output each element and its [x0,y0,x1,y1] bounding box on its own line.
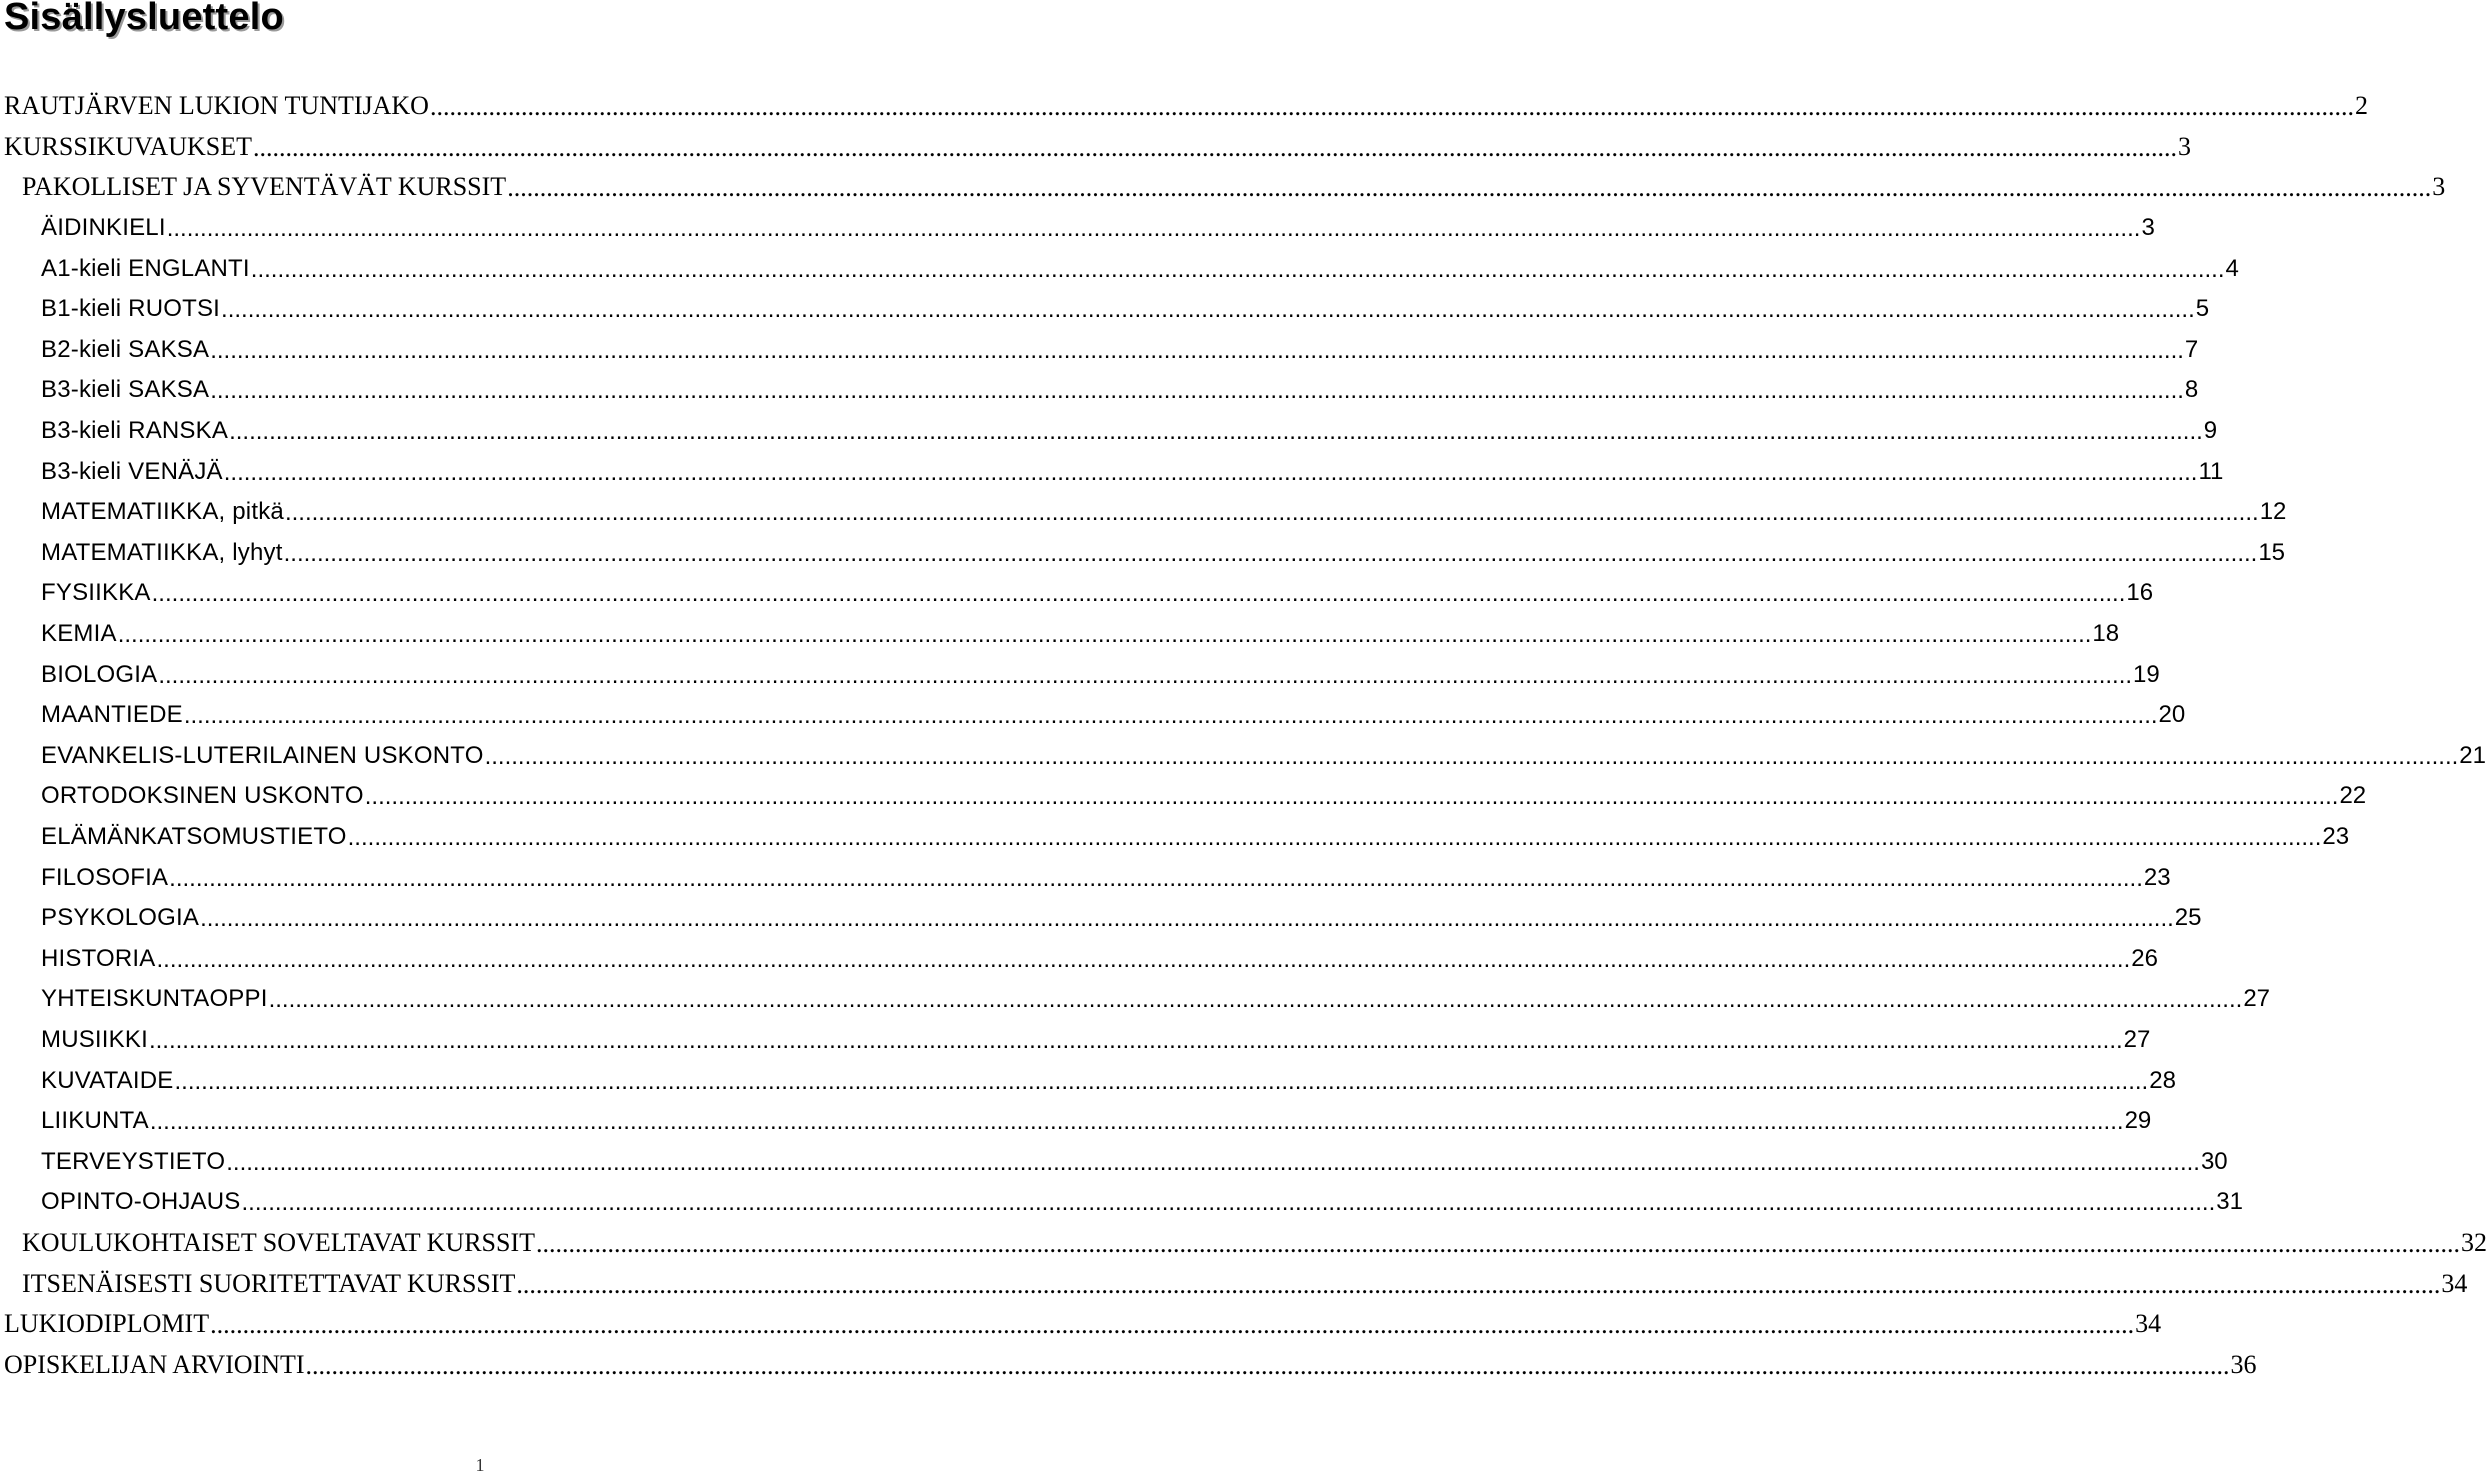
toc-entry-label: PSYKOLOGIA [41,904,200,932]
toc-entry-label: PAKOLLISET JA SYVENTÄVÄT KURSSIT [22,172,507,202]
dot-leader [118,621,2092,649]
toc-entry-page-number: 34 [2441,1268,2468,1298]
dot-leader [150,1108,2124,1136]
toc-entry[interactable] [0,1304,2162,1345]
toc-entry-page-number: 27 [2243,985,2271,1013]
toc-entry-page-number: 32 [2461,1227,2487,1257]
toc-entry[interactable] [0,411,2218,452]
toc-entry[interactable] [0,979,2271,1020]
toc-entry-page-number: 15 [2258,538,2286,566]
toc-entry-label: KURSSIKUVAUKSET [4,131,253,161]
toc-entry[interactable] [0,533,2286,574]
toc-entry-label: ÄIDINKIELI [41,214,166,242]
toc-entry-page-number: 31 [2216,1188,2243,1216]
page-number: 1 [475,1455,485,1475]
toc-entry-label: MAANTIEDE [41,701,183,729]
toc-entry-page-number: 3 [2141,214,2155,242]
toc-entry-page-number: 3 [2178,131,2192,161]
dot-leader [285,499,2259,527]
dot-leader [210,377,2184,405]
toc-entry-label: A1-kieli ENGLANTI [41,254,250,282]
toc-entry[interactable] [0,695,2186,736]
dot-leader [536,1229,2460,1259]
toc-entry[interactable] [0,1263,2468,1304]
toc-entry[interactable] [0,86,2368,127]
toc-entry-label: ELÄMÄNKATSOMUSTIETO [41,822,347,850]
toc-entry-page-number: 29 [2124,1107,2152,1135]
toc-entry-page-number: 28 [2149,1066,2176,1094]
toc-entry-page-number: 22 [2339,782,2367,810]
toc-entry-label: TERVEYSTIETO [41,1147,226,1175]
toc-entry-label: YHTEISKUNTAOPPI [41,985,268,1013]
toc-entry[interactable] [0,492,2287,533]
toc-entry-label: RAUTJÄRVEN LUKION TUNTIJAKO [4,91,429,121]
toc-entry-label: KUVATAIDE [41,1066,174,1094]
dot-leader [269,986,2243,1014]
toc-entry-label: FILOSOFIA [41,863,169,891]
toc-entry[interactable] [0,1344,2257,1385]
toc-entry-page-number: 7 [2184,335,2199,363]
toc-entry-page-number: 16 [2126,579,2154,607]
dot-leader [284,540,2258,568]
dot-leader [242,1189,2216,1217]
toc-entry-label: ITSENÄISESTI SUORITETTAVAT KURSSIT [22,1268,516,1298]
toc-entry-page-number: 12 [2259,498,2287,526]
toc-entry[interactable] [0,248,2239,289]
toc-entry-page-number: 11 [2198,457,2224,485]
toc-entry-label: FYSIIKKA [41,579,151,607]
toc-entry[interactable] [0,208,2155,249]
toc-entry[interactable] [0,938,2158,979]
toc-entry[interactable] [0,370,2199,411]
dot-leader [251,256,2225,284]
toc-entry-page-number: 26 [2131,944,2158,972]
dot-leader [158,662,2132,690]
toc-entry-label: B1-kieli RUOTSI [41,295,221,323]
toc-entry-label: B3-kieli VENÄJÄ [41,457,223,485]
toc-entry[interactable] [0,857,2171,898]
dot-leader [485,743,2459,771]
dot-leader [167,215,2141,243]
toc-entry-label: KOULUKOHTAISET SOVELTAVAT KURSSIT [22,1227,536,1257]
toc-entry-label: OPINTO-OHJAUS [41,1188,241,1216]
toc-entry[interactable] [0,776,2367,817]
toc-entry-label: MUSIIKKI [41,1025,148,1053]
toc-entry-label: LIIKUNTA [41,1107,149,1135]
toc-entry[interactable] [0,451,2224,492]
dot-leader [157,946,2131,974]
dot-leader [430,92,2354,122]
toc-entry[interactable] [0,1182,2243,1223]
toc-entry[interactable] [0,1060,2176,1101]
toc-entry[interactable] [0,1141,2228,1182]
toc-entry-label: HISTORIA [41,944,156,972]
toc-entry-label: LUKIODIPLOMIT [4,1309,210,1339]
toc-entry[interactable] [0,1223,2487,1264]
toc-entry[interactable] [0,1101,2152,1142]
toc-entry[interactable] [0,573,2154,614]
toc-entry-label: B2-kieli SAKSA [41,335,210,363]
dot-leader [210,337,2184,365]
dot-leader [224,459,2198,487]
toc-entry-label: B3-kieli RANSKA [41,417,229,445]
toc-entry-label: ORTODOKSINEN USKONTO [41,782,364,810]
toc-entry[interactable] [0,167,2446,208]
toc-entry-page-number: 4 [2225,254,2239,282]
dot-leader [169,865,2143,893]
dot-leader [365,783,2339,811]
dot-leader [175,1068,2149,1096]
toc-entry-page-number: 9 [2203,417,2218,445]
toc-entry-page-number: 30 [2200,1147,2228,1175]
toc-entry[interactable] [0,736,2486,777]
dot-leader [210,1310,2134,1340]
dot-leader [507,173,2431,203]
toc-entry-label: B3-kieli SAKSA [41,376,210,404]
dot-leader [184,702,2158,730]
toc-entry[interactable] [0,898,2202,939]
toc-entry-label: BIOLOGIA [41,660,158,688]
toc-entry[interactable] [0,654,2160,695]
toc-entry-page-number: 25 [2174,904,2202,932]
toc-entry-label: EVANKELIS-LUTERILAINEN USKONTO [41,741,484,769]
dot-leader [152,580,2126,608]
toc-entry[interactable] [0,127,2192,168]
toc-entry-page-number: 23 [2143,863,2171,891]
toc-entry-label: OPISKELIJAN ARVIOINTI [4,1349,305,1379]
toc-entry[interactable] [0,817,2350,858]
toc-entry-page-number: 21 [2459,741,2486,769]
dot-leader [149,1027,2123,1055]
page-title: Sisällysluettelo [4,0,284,38]
dot-leader [226,1149,2200,1177]
toc-entry-page-number: 18 [2092,620,2120,648]
toc-entry-page-number: 27 [2123,1025,2151,1053]
toc-entry-page-number: 5 [2195,295,2210,323]
toc-entry-page-number: 23 [2322,822,2350,850]
toc-entry[interactable] [0,289,2210,330]
toc-entry-page-number: 20 [2158,701,2186,729]
toc-entry-label: MATEMATIIKKA, pitkä [41,498,284,526]
dot-leader [200,905,2174,933]
dot-leader [221,296,2195,324]
toc-entry-page-number: 34 [2135,1309,2162,1339]
toc-entry-label: KEMIA [41,620,117,648]
toc-entry-page-number: 3 [2432,172,2446,202]
dot-leader [516,1270,2440,1300]
toc-entry-page-number: 19 [2133,660,2160,688]
toc-entry-label: MATEMATIIKKA, lyhyt [41,538,283,566]
dot-leader [253,133,2177,163]
dot-leader [348,824,2322,852]
toc-entry-page-number: 36 [2230,1349,2257,1379]
dot-leader [229,418,2203,446]
toc-entry[interactable] [0,614,2120,655]
toc-entry[interactable] [0,1020,2151,1061]
toc-entry-page-number: 8 [2184,376,2199,404]
dot-leader [306,1351,2230,1381]
table-of-contents [0,86,2487,1385]
toc-entry-page-number: 2 [2354,91,2368,121]
toc-entry[interactable] [0,330,2199,371]
